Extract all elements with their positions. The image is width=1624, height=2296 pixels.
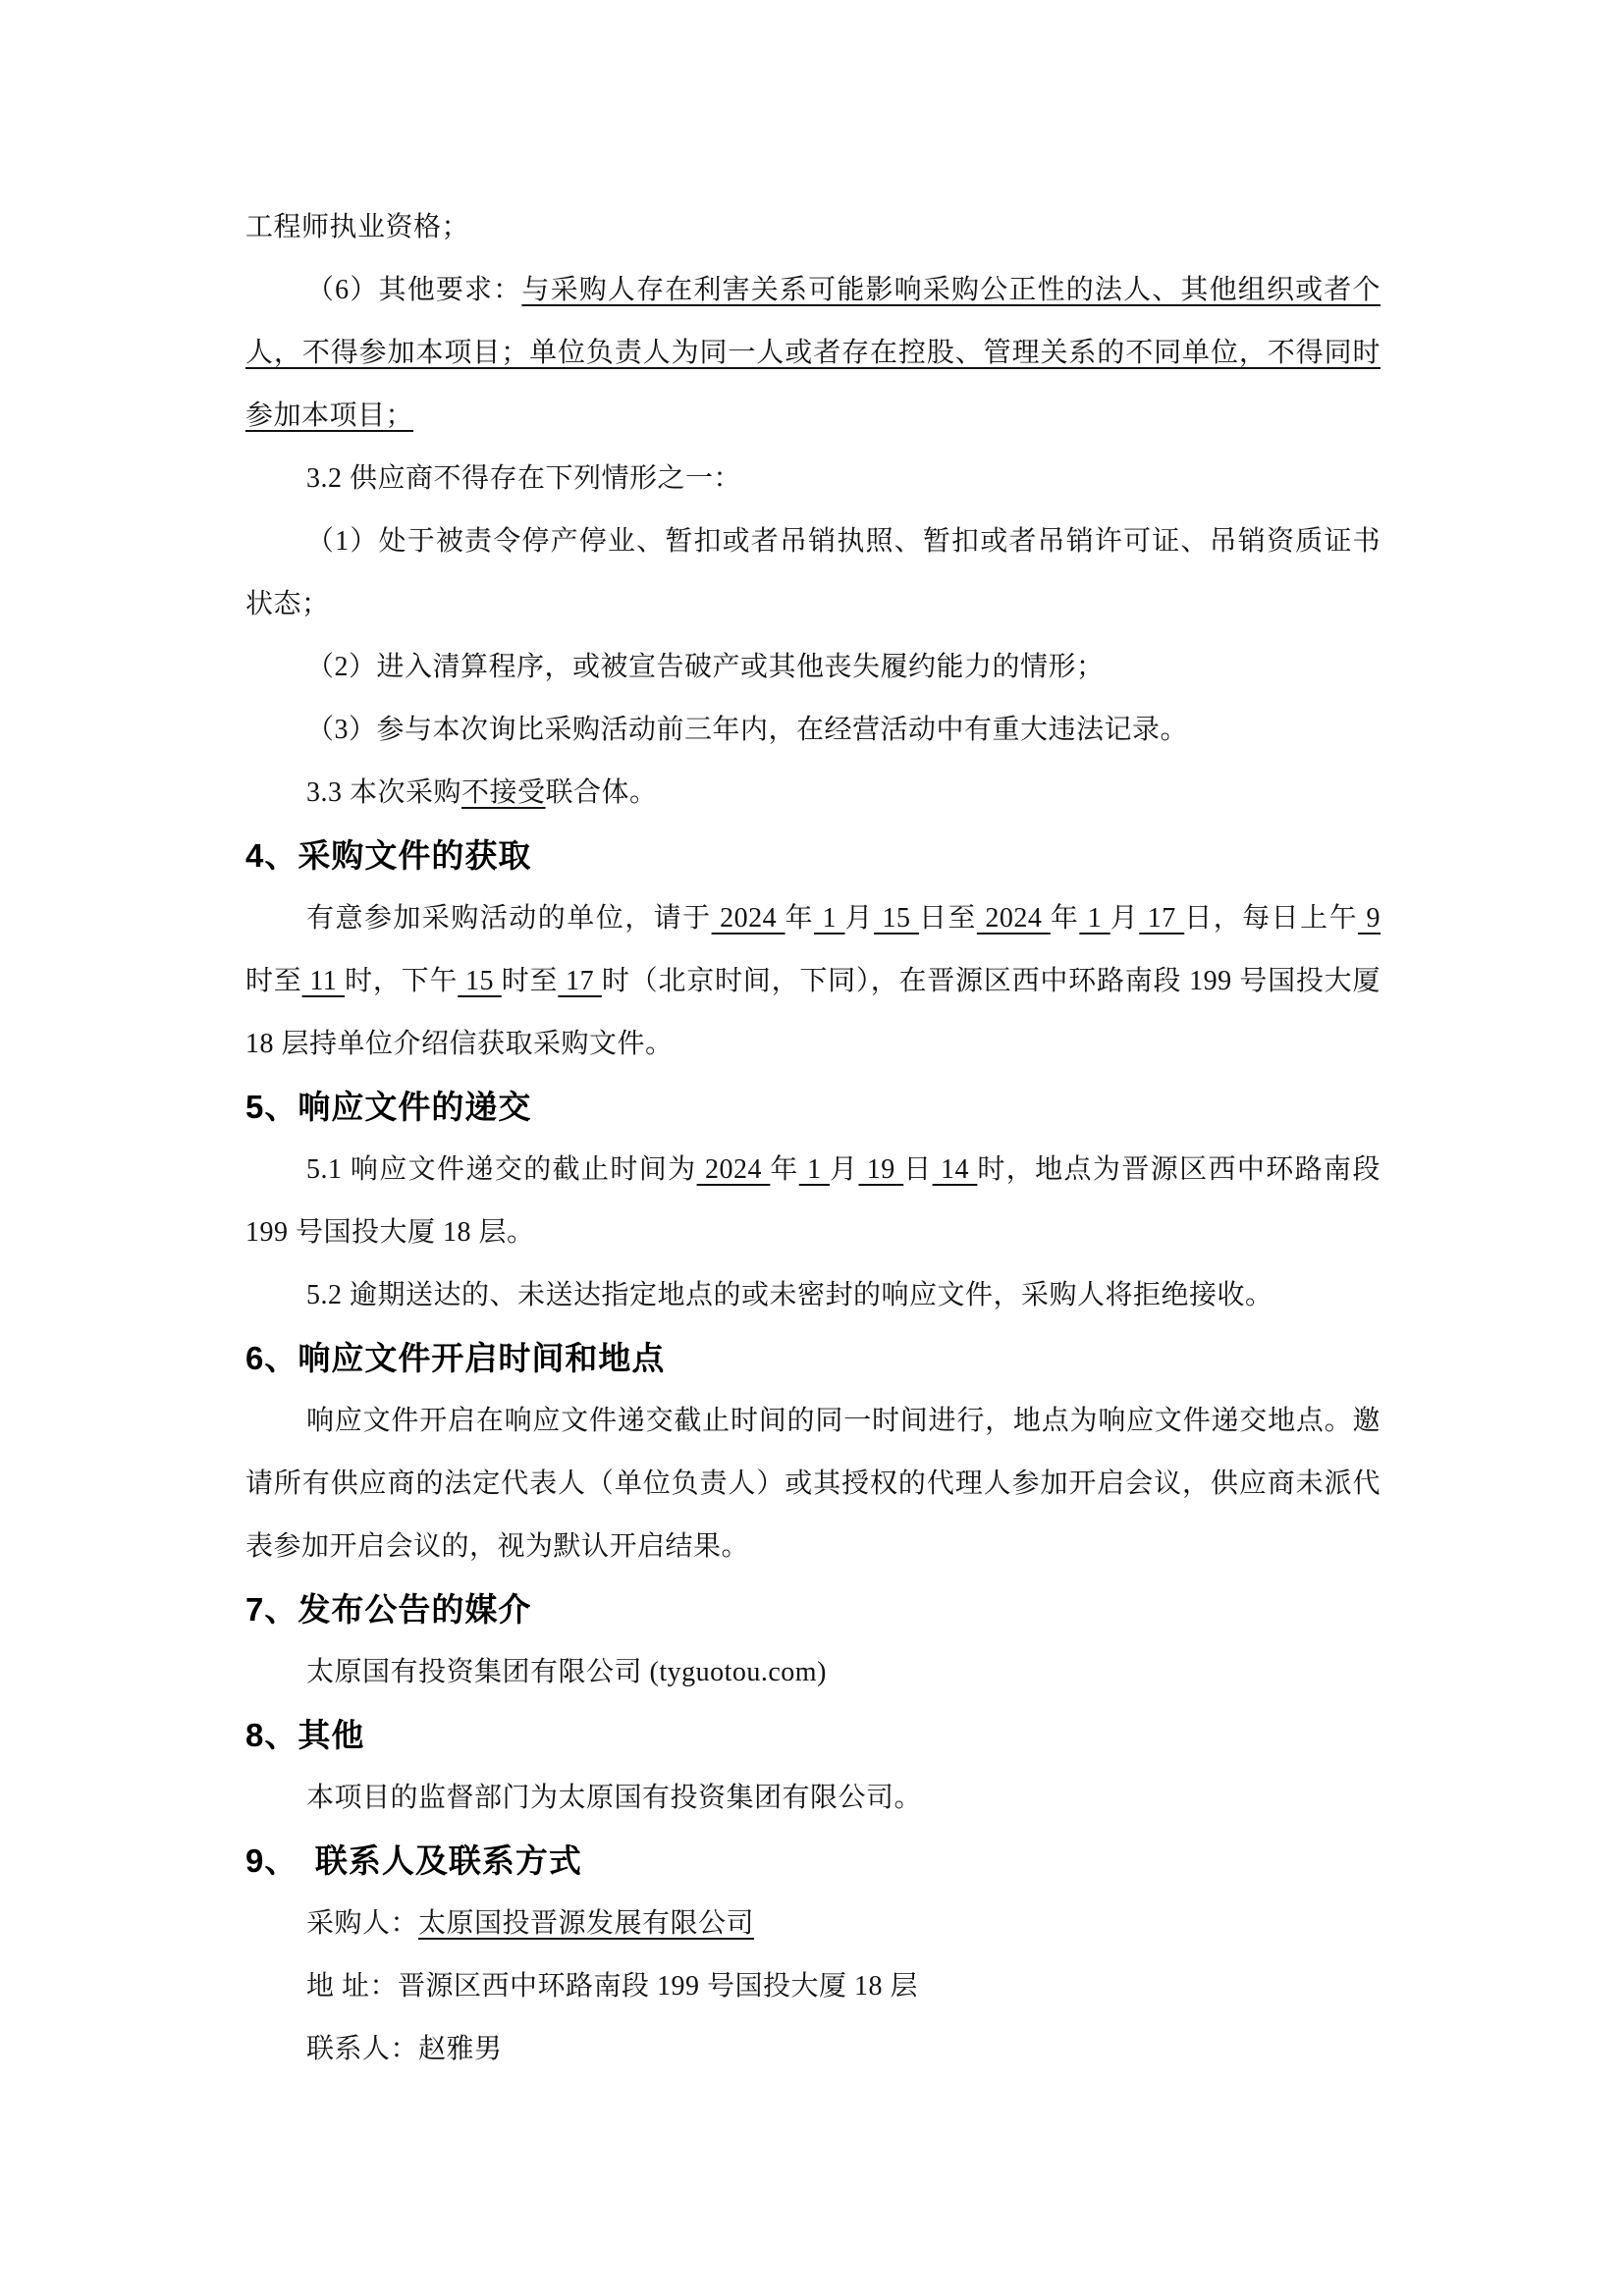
- text-segment: 5.1 响应文件递交的截止时间为: [306, 1154, 697, 1185]
- underlined-text: 15: [458, 966, 502, 996]
- section-heading: [245, 825, 1380, 887]
- text-line: [245, 2018, 1380, 2081]
- section-heading: [245, 1830, 1380, 1893]
- text-segment: 时（北京时间，下同），在晋源区西中环路南段 199 号国投大厦: [601, 966, 1380, 996]
- text-segment: 18 层持单位介绍信获取采购文件。: [245, 1029, 674, 1059]
- section-heading: [245, 1327, 1380, 1390]
- underlined-text: 15: [873, 903, 919, 934]
- text-segment: 本项目的监督部门为太原国有投资集团有限公司。: [306, 1783, 923, 1813]
- text-segment: 3.3 本次采购: [306, 777, 462, 808]
- section-heading: [245, 1704, 1380, 1767]
- underlined-text: 2024: [696, 1154, 771, 1185]
- text-segment: 9、 联系人及联系方式: [245, 1842, 582, 1879]
- text-segment: （6）其他要求：: [306, 275, 522, 305]
- text-line: [245, 573, 1380, 636]
- underlined-text: 17: [558, 966, 602, 996]
- text-segment: 状态；: [245, 589, 330, 619]
- text-line: [245, 762, 1380, 825]
- underlined-text: 2024: [711, 903, 785, 934]
- text-segment: 响应文件开启在响应文件递交截止时间的同一时间进行，地点为响应文件递交地点。邀: [306, 1406, 1380, 1436]
- text-line: [245, 1013, 1380, 1076]
- text-segment: 日，每日上午: [1184, 903, 1359, 934]
- text-segment: 5、响应文件的递交: [245, 1089, 532, 1125]
- text-line: [245, 1139, 1380, 1201]
- underlined-text: 2024: [976, 903, 1051, 934]
- text-line: [245, 1516, 1380, 1578]
- text-segment: 199 号国投大厦 18 层。: [245, 1217, 535, 1248]
- text-segment: 联合体。: [545, 777, 658, 808]
- text-segment: 月: [844, 903, 874, 934]
- underlined-text: 1: [798, 1154, 831, 1185]
- text-segment: （3）参与本次询比采购活动前三年内，在经营活动中有重大违法记录。: [306, 715, 1189, 745]
- text-line: [245, 1893, 1380, 1955]
- text-segment: 日: [903, 1154, 933, 1185]
- text-segment: 5.2 逾期送达的、未送达指定地点的或未密封的响应文件，采购人将拒绝接收。: [306, 1280, 1273, 1310]
- underlined-text: 1: [1079, 903, 1110, 934]
- underlined-text: 9: [1358, 903, 1381, 934]
- text-segment: 时，地点为晋源区西中环路南段: [977, 1154, 1380, 1185]
- text-segment: 3.2 供应商不得存在下列情形之一：: [306, 463, 742, 494]
- text-segment: 时至: [245, 966, 302, 996]
- text-segment: 时，下午: [345, 966, 459, 996]
- text-segment: 地 址：晋源区西中环路南段 199 号国投大厦 18 层: [306, 1971, 919, 2002]
- text-segment: 采购人：: [306, 1908, 419, 1939]
- text-line: [245, 699, 1380, 762]
- text-segment: 年: [1050, 903, 1080, 934]
- text-line: [245, 636, 1380, 699]
- text-line: [245, 196, 1380, 259]
- text-segment: 联系人：赵雅男: [306, 2034, 503, 2064]
- text-segment: （2）进入清算程序，或被宣告破产或其他丧失履约能力的情形；: [306, 652, 1105, 682]
- text-line: [245, 1955, 1380, 2018]
- underlined-text: 17: [1139, 903, 1185, 934]
- section-heading: [245, 1578, 1380, 1641]
- text-segment: 月: [1110, 903, 1140, 934]
- section-heading: [245, 1076, 1380, 1139]
- text-segment: 太原国有投资集团有限公司 (tyguotou.com): [306, 1657, 827, 1687]
- text-segment: 请所有供应商的法定代表人（单位负责人）或其授权的代理人参加开启会议，供应商未派代: [245, 1468, 1380, 1499]
- text-segment: 表参加开启会议的，视为默认开启结果。: [245, 1531, 750, 1562]
- underlined-text: 太原国投晋源发展有限公司: [418, 1908, 755, 1939]
- text-segment: 有意参加采购活动的单位，请于: [306, 903, 712, 934]
- underlined-text: 1: [814, 903, 845, 934]
- document-content: [245, 196, 1380, 2081]
- text-segment: 年: [770, 1154, 799, 1185]
- underlined-text: 人，不得参加本项目；单位负责人为同一人或者存在控股、管理关系的不同单位，不得同时: [245, 338, 1380, 368]
- underlined-text: 14: [932, 1154, 978, 1185]
- text-line: [245, 1641, 1380, 1704]
- text-segment: 6、响应文件开启时间和地点: [245, 1340, 666, 1376]
- text-line: [245, 1453, 1380, 1516]
- text-segment: （1）处于被责令停产停业、暂扣或者吊销执照、暂扣或者吊销许可证、吊销资质证书: [306, 526, 1380, 557]
- text-line: [245, 385, 1380, 448]
- text-line: [245, 887, 1380, 950]
- text-line: [245, 950, 1380, 1013]
- text-segment: 4、采购文件的获取: [245, 837, 532, 874]
- text-segment: 工程师执业资格；: [245, 212, 470, 242]
- text-line: [245, 510, 1380, 573]
- underlined-text: 11: [301, 966, 346, 996]
- text-line: [245, 448, 1380, 510]
- underlined-text: 参加本项目；: [245, 400, 414, 431]
- text-segment: 7、发布公告的媒介: [245, 1591, 532, 1628]
- text-segment: 日至: [918, 903, 977, 934]
- text-line: [245, 1767, 1380, 1830]
- text-segment: 年: [785, 903, 815, 934]
- underlined-text: 19: [858, 1154, 904, 1185]
- text-line: [245, 259, 1380, 322]
- underlined-text: 不接受: [461, 777, 546, 808]
- text-line: [245, 1390, 1380, 1453]
- text-line: [245, 1264, 1380, 1327]
- text-segment: 时至: [501, 966, 559, 996]
- text-line: [245, 322, 1380, 385]
- text-line: [245, 1201, 1380, 1264]
- text-segment: 8、其他: [245, 1717, 365, 1753]
- underlined-text: 与采购人存在利害关系可能影响采购公正性的法人、其他组织或者个: [521, 275, 1380, 305]
- text-segment: 月: [830, 1154, 859, 1185]
